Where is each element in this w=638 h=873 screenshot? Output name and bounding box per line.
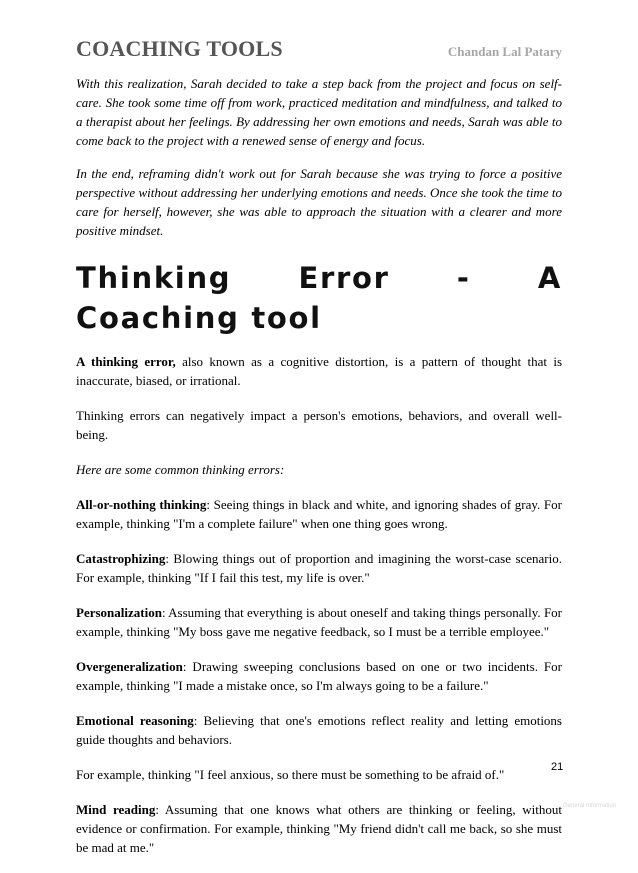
definition-paragraph — [76, 352, 562, 390]
page-content — [76, 74, 562, 873]
header-author: Chandan Lal Patary — [447, 44, 562, 59]
intro-paragraph-2: In the end, reframing didn't work out for Sarah because she was trying to force a positive perspective without addressing her underlying emotions and needs. Once she took the time to care for herself, however, she was able to approach the situation with a clearer and more positive mindset. — [76, 166, 562, 238]
thinking-error-text: : Seeing things in black and white, and ignoring shades of gray. For example, thinking "I'm a complete failure" when one thing goes wrong. — [76, 497, 562, 531]
thinking-error-item — [76, 657, 562, 695]
list-intro: Here are some common thinking errors: — [76, 462, 285, 477]
thinking-error-text: : Blowing things out of proportion and imagining the worst-case scenario. For example, thinking "If I fail this test, my life is over." — [76, 551, 562, 585]
thinking-error-term: All-or-nothing thinking — [76, 497, 207, 512]
page-number: 21 — [551, 761, 564, 773]
thinking-error-term: Overgeneralization — [76, 659, 183, 674]
definition-text: also known as a cognitive distortion, is a pattern of thought that is inaccurate, biased, or irrational. — [76, 354, 563, 388]
thinking-error-text: : Drawing sweeping conclusions based on one or two incidents. For example, thinking "I made a mistake once, so I'm always going to be a failure." — [76, 659, 562, 693]
thinking-error-term: Emotional reasoning — [76, 713, 194, 728]
thinking-error-term: Catastrophizing — [76, 551, 166, 566]
thinking-error-term: Personalization — [76, 605, 162, 620]
definition-term: A thinking error, — [76, 354, 176, 369]
thinking-error-text: : Believing that one's emotions reflect reality and letting emotions guide thoughts and behaviors. — [76, 713, 562, 747]
page-header — [76, 36, 562, 68]
thinking-error-text: : Assuming that everything is about oneself and taking things personally. For example, thinking "My boss gave me negative feedback, so I must be a terrible employee." — [76, 605, 562, 639]
thinking-error-item — [76, 603, 562, 641]
section-heading: Thinking Error - A Coaching tool — [76, 261, 562, 335]
emotional-reasoning-example: For example, thinking "I feel anxious, so there must be something to be afraid of." — [76, 767, 505, 782]
thinking-error-item — [76, 495, 562, 533]
footer-label: General Information — [562, 803, 616, 809]
thinking-error-term: Mind reading — [76, 802, 156, 817]
thinking-error-item — [76, 800, 562, 857]
impact-paragraph: Thinking errors can negatively impact a person's emotions, behaviors, and overall well-being. — [76, 408, 562, 442]
header-title: COACHING TOOLS — [76, 36, 283, 61]
thinking-error-item — [76, 549, 562, 587]
intro-paragraph-1: With this realization, Sarah decided to take a step back from the project and focus on self-care. She took some time off from work, practiced meditation and mindfulness, and talked to a therapist about her feelings. By addressing her own emotions and needs, Sarah was able to come back to the project with a renewed sense of energy and focus. — [76, 76, 562, 148]
thinking-error-text: : Assuming that one knows what others are thinking or feeling, without evidence or confirmation. For example, thinking "My friend didn't call me back, so she must be mad at me." — [76, 802, 562, 855]
thinking-error-item — [76, 711, 562, 749]
